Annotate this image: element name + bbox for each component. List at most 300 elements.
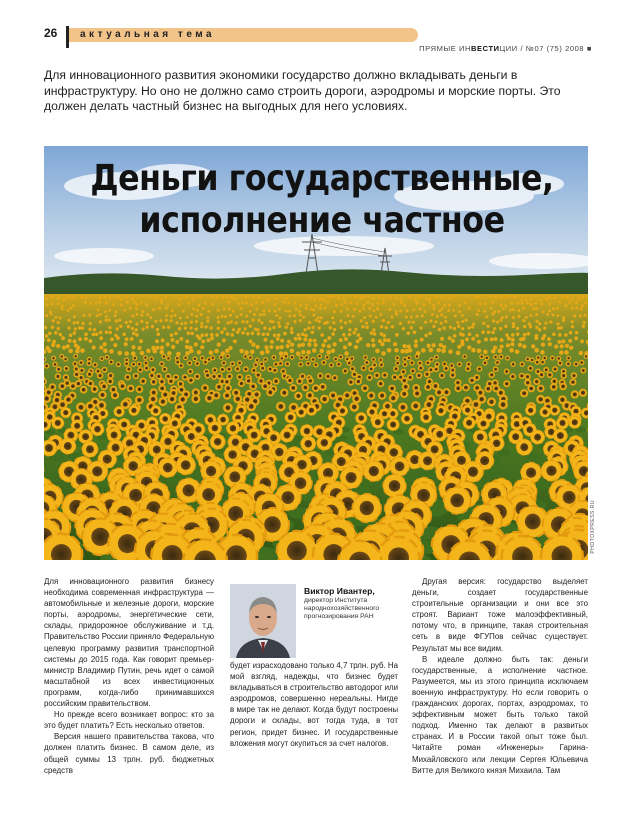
sunflower: [185, 345, 189, 349]
sunflower: [275, 297, 278, 300]
sunflower: [57, 321, 60, 324]
sunflower: [562, 295, 565, 298]
sunflower: [499, 295, 502, 298]
sunflower: [109, 349, 114, 354]
sunflower: [361, 325, 364, 328]
sunflower: [548, 342, 552, 346]
sunflower: [100, 383, 108, 391]
sunflower: [185, 340, 189, 344]
sunflower: [183, 355, 188, 360]
sunflower: [62, 298, 65, 301]
sunflower: [349, 356, 354, 361]
sunflower: [187, 377, 194, 384]
sunflower: [366, 374, 372, 380]
sunflower: [241, 320, 244, 323]
rubric-divider: [66, 26, 69, 48]
sunflower: [226, 332, 230, 336]
sunflower: [131, 351, 136, 356]
sunflower: [493, 310, 496, 313]
sunflower: [399, 310, 402, 313]
sunflower: [325, 373, 331, 379]
sunflower: [511, 338, 515, 342]
sunflower: [447, 309, 450, 312]
sunflower: [161, 354, 166, 359]
sunflower: [268, 327, 271, 330]
sunflower: [569, 346, 573, 350]
sunflower: [215, 296, 218, 299]
sunflower: [176, 352, 181, 357]
sunflower: [414, 298, 417, 301]
sunflower: [285, 297, 288, 300]
sunflower: [190, 332, 194, 336]
sunflower: [454, 385, 462, 393]
sunflower: [535, 307, 538, 310]
sunflower: [544, 322, 547, 325]
sunflower: [524, 374, 530, 380]
sunflower: [403, 304, 406, 307]
sunflower: [290, 331, 294, 335]
sunflower: [140, 378, 147, 385]
sunflower: [401, 377, 408, 384]
sunflower: [362, 307, 365, 310]
sunflower: [491, 313, 494, 316]
sunflower: [548, 296, 551, 299]
sunflower: [506, 343, 510, 347]
sunflower: [203, 359, 208, 364]
sunflower: [249, 383, 257, 391]
sunflower: [236, 330, 240, 334]
sunflower: [583, 321, 586, 324]
sunflower: [91, 385, 99, 393]
sunflower: [318, 320, 321, 323]
sunflower: [249, 324, 252, 327]
sunflower: [81, 326, 84, 329]
sunflower: [215, 333, 219, 337]
sunflower: [432, 304, 435, 307]
sunflower: [426, 344, 430, 348]
sunflower: [417, 360, 422, 365]
paragraph: Другая версия: государство выделяет деньги, создает государственные строительные организации и они все это строят. Вариант тоже малоэффективный, потому что, в принципе, такая строительная сеть в виде ФГУПов сейчас существует. Результат мы все видим.: [412, 577, 588, 653]
sunflower: [154, 296, 157, 299]
sunflower: [400, 369, 406, 375]
sunflower: [109, 296, 112, 299]
sunflower: [479, 354, 484, 359]
sunflower: [299, 355, 304, 360]
sunflower: [535, 320, 538, 323]
sunflower: [79, 367, 85, 373]
sunflower: [227, 301, 230, 304]
sunflower: [340, 303, 343, 306]
sunflower: [380, 325, 383, 328]
sunflower: [554, 344, 558, 348]
sunflower: [433, 307, 436, 310]
sunflower: [484, 302, 487, 305]
sunflower: [283, 354, 288, 359]
sunflower: [150, 405, 161, 416]
sunflower: [558, 333, 562, 337]
sunflower: [331, 348, 336, 353]
sunflower: [436, 348, 441, 353]
sunflower: [423, 303, 426, 306]
sunflower: [89, 302, 92, 305]
sunflower: [565, 344, 569, 348]
sunflower: [418, 295, 421, 298]
sunflower: [315, 304, 318, 307]
sunflower: [279, 316, 282, 319]
sunflower: [340, 310, 343, 313]
sunflower: [123, 309, 126, 312]
sunflower: [166, 342, 170, 346]
sunflower: [245, 315, 248, 318]
sunflower: [526, 302, 529, 305]
sunflower: [442, 345, 446, 349]
sunflower: [391, 374, 397, 380]
sunflower: [584, 302, 587, 305]
sunflower: [302, 316, 305, 319]
sunflower: [133, 301, 136, 304]
sunflower: [304, 355, 309, 360]
paragraph: будет израсходовано только 4,7 трлн. руб. На мой взгляд, надежды, что бизнес будет вкладываться в строительство автодорог или аэродромов, совершенно нереальны. Нигде в мире так не делают. Когда будут построены дороги и склады, вот тогда туда, в тот регион, придет бизнес. И государственные вложения могут окупиться за счет налогов.: [230, 661, 398, 748]
sunflower: [67, 295, 70, 298]
sunflower: [312, 314, 315, 317]
sunflower: [58, 382, 66, 390]
sunflower: [217, 342, 221, 346]
sunflower: [408, 348, 413, 353]
sunflower: [320, 316, 323, 319]
sunflower: [155, 346, 159, 350]
sunflower: [525, 299, 528, 302]
sunflower: [78, 360, 83, 365]
sunflower: [67, 326, 70, 329]
sunflower: [363, 316, 366, 319]
sunflower: [131, 345, 135, 349]
sunflower: [99, 331, 103, 335]
sunflower: [61, 304, 64, 307]
author-portrait: [230, 584, 296, 658]
sunflower: [512, 308, 515, 311]
sunflower: [302, 384, 310, 392]
sunflower: [303, 328, 306, 331]
sunflower: [346, 307, 349, 310]
sunflower: [363, 355, 368, 360]
sunflower: [299, 319, 302, 322]
sunflower: [534, 295, 537, 298]
sunflower: [566, 296, 569, 299]
sunflower: [286, 322, 289, 325]
sunflower: [167, 351, 172, 356]
sunflower: [105, 302, 108, 305]
sunflower: [136, 385, 144, 393]
sunflower: [97, 372, 103, 378]
sunflower: [543, 326, 546, 329]
sunflower: [498, 310, 501, 313]
sunflower: [129, 320, 132, 323]
sunflower: [93, 328, 96, 331]
sunflower: [354, 295, 357, 298]
sunflower: [342, 298, 345, 301]
sunflower: [326, 301, 329, 304]
sunflower: [202, 307, 205, 310]
sunflower: [368, 366, 374, 372]
sunflower: [297, 333, 301, 337]
sunflower: [449, 372, 455, 378]
sunflower: [499, 354, 504, 359]
sunflower: [434, 320, 437, 323]
sunflower: [103, 348, 108, 353]
article-column-1: [44, 576, 214, 776]
sunflower: [320, 395, 329, 404]
sunflower: [241, 302, 244, 305]
sunflower: [185, 351, 190, 356]
sunflower: [387, 338, 391, 342]
sunflower: [156, 332, 160, 336]
sunflower: [424, 321, 427, 324]
sunflower: [233, 339, 237, 343]
sunflower: [400, 301, 403, 304]
sunflower: [333, 328, 336, 331]
sunflower: [73, 315, 76, 318]
sunflower: [583, 314, 586, 317]
sunflower: [61, 336, 65, 340]
sunflower: [428, 301, 431, 304]
sunflower: [496, 321, 499, 324]
sunflower: [505, 295, 508, 298]
sunflower: [420, 412, 431, 423]
sunflower: [442, 326, 445, 329]
sunflower: [150, 378, 157, 385]
sunflower: [382, 301, 385, 304]
sunflower: [515, 349, 520, 354]
author-name: Виктор Ивантер,: [304, 586, 375, 596]
sunflower: [73, 354, 78, 359]
sunflower: [271, 320, 274, 323]
sunflower: [99, 336, 103, 340]
sunflower: [158, 397, 167, 406]
sunflower: [88, 339, 92, 343]
sunflower: [132, 356, 137, 361]
sunflower: [447, 297, 450, 300]
sunflower: [61, 407, 72, 418]
sunflower: [251, 331, 255, 335]
sunflower: [199, 295, 202, 298]
sunflower: [436, 315, 439, 318]
sunflower: [518, 343, 522, 347]
sunflower: [560, 326, 563, 329]
article-column-3: [412, 576, 588, 776]
sunflower: [342, 368, 348, 374]
sunflower: [54, 316, 57, 319]
sunflower: [235, 315, 238, 318]
sunflower: [133, 373, 139, 379]
sunflower: [198, 336, 202, 340]
sunflower: [451, 339, 455, 343]
sunflower: [424, 334, 428, 338]
sunflower: [471, 325, 474, 328]
sunflower: [122, 332, 126, 336]
sunflower: [307, 343, 311, 347]
sunflower: [359, 337, 363, 341]
sunflower: [549, 320, 552, 323]
sunflower: [67, 319, 70, 322]
sunflower: [471, 337, 475, 341]
sunflower: [538, 372, 544, 378]
sunflower: [574, 336, 578, 340]
sunflower: [232, 310, 235, 313]
sunflower: [119, 325, 122, 328]
sunflower: [484, 338, 488, 342]
sunflower: [182, 310, 185, 313]
sunflower: [400, 390, 408, 398]
sunflower: [407, 331, 411, 335]
sunflower: [178, 303, 181, 306]
sunflower: [210, 355, 215, 360]
sunflower: [308, 338, 312, 342]
sunflower: [184, 326, 187, 329]
sunflower: [312, 309, 315, 312]
sunflower: [379, 362, 384, 367]
sunflower: [51, 343, 55, 347]
sunflower: [141, 310, 144, 313]
sunflower: [332, 375, 338, 381]
sunflower: [502, 307, 505, 310]
sunflower: [391, 325, 394, 328]
sunflower: [402, 362, 407, 367]
sunflower: [126, 366, 132, 372]
sunflower: [165, 296, 168, 299]
sunflower: [377, 380, 384, 387]
sunflower: [129, 307, 132, 310]
sunflower: [347, 379, 354, 386]
sunflower: [338, 354, 343, 359]
sunflower: [215, 383, 223, 391]
sunflower: [290, 343, 294, 347]
sunflower: [170, 315, 173, 318]
sunflower: [266, 388, 274, 396]
sunflower: [509, 295, 512, 298]
sunflower: [484, 385, 492, 393]
sunflower: [434, 355, 439, 360]
sunflower: [329, 362, 334, 367]
sunflower: [170, 333, 174, 337]
sunflower: [220, 330, 224, 334]
sunflower: [165, 314, 168, 317]
sunflower: [537, 385, 545, 393]
sunflower: [328, 295, 331, 298]
sunflower: [465, 318, 468, 321]
sunflower: [98, 391, 106, 399]
sunflower: [533, 378, 540, 385]
sunflower: [190, 321, 193, 324]
sunflower: [195, 361, 200, 366]
sunflower: [73, 366, 79, 372]
sunflower: [289, 384, 297, 392]
sunflower: [327, 344, 331, 348]
sunflower: [105, 315, 108, 318]
sunflower: [536, 355, 541, 360]
sunflower: [499, 344, 503, 348]
sunflower: [564, 350, 569, 355]
sunflower: [467, 326, 470, 329]
sunflower: [99, 320, 102, 323]
sunflower: [414, 339, 418, 343]
sunflower: [429, 297, 432, 300]
sunflower: [356, 302, 359, 305]
sunflower: [319, 349, 324, 354]
sunflower: [249, 310, 252, 313]
sunflower: [534, 302, 537, 305]
sunflower: [56, 366, 62, 372]
sunflower: [150, 295, 153, 298]
sunflower: [580, 339, 584, 343]
sunflower: [410, 368, 416, 374]
sunflower: [471, 348, 476, 353]
sunflower: [243, 354, 248, 359]
sunflower: [371, 343, 375, 347]
sunflower: [394, 297, 397, 300]
sunflower: [180, 322, 183, 325]
sunflower: [162, 326, 165, 329]
sunflower: [290, 348, 295, 353]
sunflower: [432, 325, 435, 328]
sunflower: [439, 343, 443, 347]
sunflower: [456, 351, 461, 356]
sunflower: [523, 333, 527, 337]
sunflower: [226, 295, 229, 298]
sunflower: [80, 296, 83, 299]
sunflower: [161, 338, 165, 342]
sunflower: [569, 331, 573, 335]
sunflower: [212, 367, 218, 373]
sunflower: [206, 316, 209, 319]
sunflower: [275, 345, 279, 349]
sunflower: [440, 314, 443, 317]
sunflower: [552, 313, 555, 316]
sunflower: [201, 340, 205, 344]
sunflower: [425, 297, 428, 300]
sunflower: [372, 320, 375, 323]
sunflower: [440, 296, 443, 299]
sunflower: [398, 402, 408, 412]
sunflower: [382, 334, 386, 338]
sunflower: [399, 322, 402, 325]
sunflower: [541, 302, 544, 305]
sunflower: [348, 328, 351, 331]
sunflower: [285, 361, 290, 366]
sunflower: [140, 351, 145, 356]
sunflower: [556, 314, 559, 317]
sunflower: [530, 298, 533, 301]
sunflower: [395, 313, 398, 316]
sunflower: [317, 354, 322, 359]
sunflower: [287, 340, 291, 344]
sunflower: [534, 336, 538, 340]
sunflower: [223, 327, 226, 330]
sunflower: [490, 337, 494, 341]
sunflower: [581, 304, 584, 307]
sunflower: [559, 350, 564, 355]
sunflower: [197, 350, 202, 355]
sunflower: [110, 337, 114, 341]
sunflower: [487, 397, 496, 406]
sunflower: [149, 372, 155, 378]
sunflower: [484, 355, 489, 360]
sunflower: [540, 350, 545, 355]
sunflower: [62, 346, 66, 350]
sunflower: [237, 360, 242, 365]
sunflower: [134, 328, 137, 331]
sunflower: [303, 338, 307, 342]
sunflower: [520, 389, 528, 397]
